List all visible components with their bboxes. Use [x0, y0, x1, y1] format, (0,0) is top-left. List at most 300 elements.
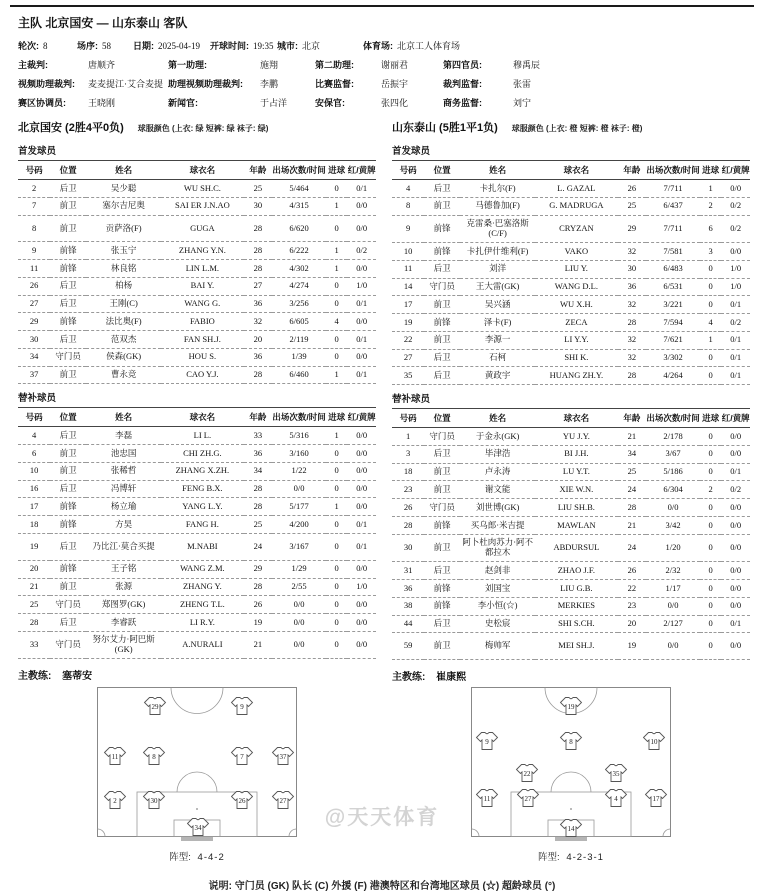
- formation-line-home: [169, 849, 224, 863]
- table-cell: LIN L.M.: [161, 260, 243, 278]
- table-cell: 0: [326, 295, 347, 313]
- table-cell: HUANG ZH.Y.: [535, 367, 617, 385]
- jersey-number: 30: [150, 797, 158, 806]
- table-cell: 44: [392, 615, 424, 633]
- table-cell: 25: [18, 596, 50, 614]
- table-cell: ZHANG X.ZH.: [161, 462, 243, 480]
- table-cell: 梅帅军: [460, 633, 535, 660]
- table-cell: 冯博轩: [86, 480, 161, 498]
- table-cell: 刘国宝: [460, 580, 535, 598]
- table-cell: 25: [244, 516, 273, 534]
- table-cell: CHI ZH.G.: [161, 445, 243, 463]
- official-value: 张雷: [513, 79, 532, 89]
- table-cell: 9: [392, 215, 424, 243]
- table-cell: 1: [326, 242, 347, 260]
- table-cell: CAO Y.J.: [161, 366, 243, 384]
- table-cell: 30: [618, 260, 647, 278]
- table-cell: 9: [18, 242, 50, 260]
- table-cell: 3/221: [646, 296, 700, 314]
- official-label: 第四官员:: [443, 60, 482, 70]
- table-cell: 杨立瑜: [86, 498, 161, 516]
- officials-grid: [0, 52, 764, 109]
- table-cell: M.NABI: [161, 534, 243, 561]
- table-cell: 0/2: [721, 481, 750, 499]
- table-cell: BI J.H.: [535, 445, 617, 463]
- subs-table-home: [18, 407, 376, 659]
- table-cell: 11: [392, 260, 424, 278]
- table-cell: 1: [326, 366, 347, 384]
- jersey-number: 8: [569, 738, 573, 747]
- table-cell: 0: [700, 517, 721, 535]
- formation-line-away: [538, 849, 604, 863]
- table-cell: 6/531: [646, 278, 700, 296]
- home-team-kit: 球服颜色 (上衣: 绿 短裤: 绿 袜子: 绿): [137, 124, 269, 133]
- official-label: 比赛监督:: [315, 79, 354, 89]
- table-cell: 7/711: [646, 180, 700, 198]
- official-value: 于占洋: [260, 98, 288, 108]
- team-header-away: [392, 119, 750, 135]
- table-row: [392, 296, 750, 314]
- table-row: [392, 260, 750, 278]
- table-cell: HOU S.: [161, 348, 243, 366]
- table-row: [392, 428, 750, 446]
- table-cell: 前卫: [50, 445, 86, 463]
- table-cell: ZHENG T.L.: [161, 596, 243, 614]
- table-cell: 前锋: [424, 314, 460, 332]
- table-row: [392, 562, 750, 580]
- table-cell: 6/483: [646, 260, 700, 278]
- table-cell: 31: [392, 562, 424, 580]
- team-header-home: [18, 119, 376, 135]
- table-cell: FANG H.: [161, 516, 243, 534]
- table-row: [392, 197, 750, 215]
- column-header: 进球: [700, 409, 721, 428]
- table-row: [18, 498, 376, 516]
- table-cell: 0/0: [721, 517, 750, 535]
- table-cell: 35: [392, 367, 424, 385]
- table-cell: 0: [326, 614, 347, 632]
- column-header: 号码: [392, 161, 424, 180]
- table-cell: 36: [244, 445, 273, 463]
- table-cell: 0/1: [347, 180, 376, 198]
- table-cell: 24: [244, 534, 273, 561]
- jersey-number: 27: [524, 795, 532, 804]
- home-team-name: 北京国安 (2胜4平0负): [18, 122, 124, 134]
- column-header: 姓名: [86, 161, 161, 180]
- table-cell: 泽卡(F): [460, 314, 535, 332]
- column-header: 位置: [424, 409, 460, 428]
- table-cell: 1: [700, 180, 721, 198]
- table-cell: 前卫: [424, 633, 460, 660]
- table-cell: ZHANG Y.: [161, 578, 243, 596]
- table-cell: 26: [618, 562, 647, 580]
- starters-table-away: [392, 160, 750, 385]
- table-cell: G. MADRUGA: [535, 197, 617, 215]
- table-cell: 36: [618, 278, 647, 296]
- subs-label-away: 替补球员: [392, 394, 431, 406]
- table-cell: 0/0: [347, 260, 376, 278]
- table-cell: 3: [392, 445, 424, 463]
- table-cell: 1/0: [347, 578, 376, 596]
- table-cell: 2: [700, 197, 721, 215]
- table-cell: 19: [392, 314, 424, 332]
- table-cell: 5/464: [272, 180, 326, 198]
- table-cell: 19: [618, 633, 647, 660]
- table-cell: 0: [326, 578, 347, 596]
- table-cell: ZECA: [535, 314, 617, 332]
- table-cell: 0: [700, 428, 721, 446]
- table-cell: 0/0: [272, 614, 326, 632]
- table-cell: 0: [700, 580, 721, 598]
- table-cell: 前卫: [424, 331, 460, 349]
- formation-pitch-away: [471, 687, 671, 843]
- table-cell: 0/1: [347, 331, 376, 349]
- table-cell: SAI ER J.N.AO: [161, 197, 243, 215]
- table-cell: 20: [18, 560, 50, 578]
- jersey-icon: [273, 792, 294, 809]
- table-cell: 李磊: [86, 427, 161, 445]
- jersey-number: 9: [240, 703, 244, 712]
- table-row: [18, 578, 376, 596]
- table-header-row: [18, 161, 376, 180]
- table-cell: 30: [244, 197, 273, 215]
- jersey-number: 9: [485, 738, 489, 747]
- table-cell: YU J.Y.: [535, 428, 617, 446]
- column-header: 红/黄牌: [347, 161, 376, 180]
- table-cell: 0/2: [721, 314, 750, 332]
- table-cell: 林良铭: [86, 260, 161, 278]
- table-cell: 0: [700, 499, 721, 517]
- table-cell: WANG G.: [161, 295, 243, 313]
- table-cell: 6/460: [272, 366, 326, 384]
- table-cell: 0/0: [347, 197, 376, 215]
- formation-label: 阵型:: [538, 852, 560, 864]
- table-cell: 努尔艾力·阿巴斯(GK): [86, 631, 161, 659]
- table-cell: 张稀哲: [86, 462, 161, 480]
- table-cell: 36: [392, 580, 424, 598]
- column-header: 姓名: [86, 408, 161, 427]
- table-cell: GUGA: [161, 215, 243, 242]
- table-cell: 33: [244, 427, 273, 445]
- table-cell: 0/0: [347, 427, 376, 445]
- table-row: [392, 481, 750, 499]
- table-cell: 0: [700, 463, 721, 481]
- table-cell: LI R.Y.: [161, 614, 243, 632]
- table-cell: 0/0: [347, 631, 376, 659]
- table-cell: 前卫: [50, 215, 86, 242]
- table-row: [18, 614, 376, 632]
- jersey-icon: [561, 698, 582, 715]
- table-row: [18, 313, 376, 331]
- table-cell: 0/0: [721, 243, 750, 261]
- table-cell: 0/0: [646, 633, 700, 660]
- jersey-icon: [105, 792, 126, 809]
- table-cell: 后卫: [424, 349, 460, 367]
- table-cell: 4: [326, 313, 347, 331]
- column-header: 出场次数/时间: [646, 161, 700, 180]
- table-cell: 16: [18, 480, 50, 498]
- table-cell: 0: [326, 516, 347, 534]
- table-cell: 30: [392, 534, 424, 562]
- table-cell: 17: [392, 296, 424, 314]
- table-cell: 后卫: [50, 480, 86, 498]
- table-cell: 后卫: [424, 562, 460, 580]
- table-cell: MAWLAN: [535, 517, 617, 535]
- table-cell: 4: [392, 180, 424, 198]
- match-info-item: 日期: 2025-04-19: [133, 41, 200, 51]
- formation-value-away: 4-2-3-1: [566, 852, 604, 864]
- table-cell: 马德鲁加(F): [460, 197, 535, 215]
- table-cell: 守门员: [424, 499, 460, 517]
- table-row: [18, 631, 376, 659]
- table-cell: 26: [392, 499, 424, 517]
- table-cell: 28: [244, 480, 273, 498]
- table-cell: 张玉宁: [86, 242, 161, 260]
- table-cell: 0/1: [347, 516, 376, 534]
- table-cell: 3/42: [646, 517, 700, 535]
- table-cell: 0/0: [646, 597, 700, 615]
- table-cell: WU X.H.: [535, 296, 617, 314]
- table-cell: 贡萨洛(F): [86, 215, 161, 242]
- table-cell: 1/20: [646, 534, 700, 562]
- table-row: [18, 348, 376, 366]
- table-cell: 前锋: [50, 516, 86, 534]
- column-header: 红/黄牌: [721, 161, 750, 180]
- table-cell: 0: [326, 560, 347, 578]
- jersey-number: 17: [652, 795, 660, 804]
- table-cell: 0: [326, 331, 347, 349]
- table-cell: 前锋: [424, 597, 460, 615]
- table-cell: 0/1: [347, 534, 376, 561]
- table-cell: 24: [618, 534, 647, 562]
- table-header-row: [392, 161, 750, 180]
- table-cell: 1: [326, 427, 347, 445]
- table-cell: 0/0: [721, 499, 750, 517]
- table-cell: LI L.: [161, 427, 243, 445]
- table-cell: 4/264: [646, 367, 700, 385]
- table-cell: VAKO: [535, 243, 617, 261]
- column-header: 红/黄牌: [721, 409, 750, 428]
- table-cell: 0: [326, 277, 347, 295]
- table-cell: 石柯: [460, 349, 535, 367]
- jersey-icon: [644, 733, 665, 750]
- table-cell: MEI SH.J.: [535, 633, 617, 660]
- table-cell: 前锋: [50, 242, 86, 260]
- table-cell: 32: [244, 313, 273, 331]
- official-value: 张四化: [381, 98, 409, 108]
- table-cell: 史松宸: [460, 615, 535, 633]
- table-cell: 0/1: [721, 463, 750, 481]
- table-cell: 0: [326, 480, 347, 498]
- table-row: [18, 260, 376, 278]
- table-cell: 7/621: [646, 331, 700, 349]
- table-cell: 0/1: [347, 366, 376, 384]
- table-cell: 守门员: [424, 428, 460, 446]
- table-cell: 塞尔吉尼奥: [86, 197, 161, 215]
- official-value: 施翔: [260, 60, 279, 70]
- table-cell: 前锋: [50, 560, 86, 578]
- official-value: 岳振宇: [381, 79, 409, 89]
- match-info-item: 开球时间: 19:35: [210, 41, 274, 51]
- table-cell: 毕津浩: [460, 445, 535, 463]
- column-away: [392, 137, 750, 683]
- table-cell: 0: [326, 534, 347, 561]
- table-cell: 3/160: [272, 445, 326, 463]
- table-cell: 28: [244, 366, 273, 384]
- match-title: 主队 北京国安 — 山东泰山 客队: [18, 16, 188, 30]
- column-header: 姓名: [460, 161, 535, 180]
- table-header-row: [392, 409, 750, 428]
- table-cell: 26: [18, 277, 50, 295]
- table-cell: 0/0: [721, 180, 750, 198]
- table-cell: ZHAO J.F.: [535, 562, 617, 580]
- starters-table-home: [18, 160, 376, 384]
- column-header: 红/黄牌: [347, 408, 376, 427]
- table-cell: 前卫: [50, 462, 86, 480]
- table-cell: 2/119: [272, 331, 326, 349]
- table-cell: 0: [700, 633, 721, 660]
- table-cell: 0/1: [721, 367, 750, 385]
- official-label: 商务监督:: [443, 98, 482, 108]
- table-cell: 0/0: [721, 633, 750, 660]
- jersey-number: 2: [113, 797, 117, 806]
- table-cell: 25: [618, 463, 647, 481]
- table-cell: 0/2: [347, 242, 376, 260]
- jersey-icon: [518, 790, 539, 807]
- table-cell: 王刚(C): [86, 295, 161, 313]
- column-header: 位置: [50, 161, 86, 180]
- away-team-kit: 球服颜色 (上衣: 橙 短裤: 橙 袜子: 橙): [511, 124, 643, 133]
- table-cell: 0: [326, 215, 347, 242]
- jersey-icon: [144, 792, 165, 809]
- jersey-number: 26: [238, 797, 246, 806]
- table-cell: 36: [244, 348, 273, 366]
- table-cell: 0/1: [347, 295, 376, 313]
- table-cell: 前锋: [424, 243, 460, 261]
- match-info-item: 体育场: 北京工人体育场: [363, 41, 461, 51]
- table-cell: 0/0: [272, 631, 326, 659]
- match-info-item: 城市: 北京: [277, 41, 321, 51]
- table-cell: 李睿跃: [86, 614, 161, 632]
- table-cell: 20: [244, 331, 273, 349]
- official-value: 麦麦提江·艾合麦提: [88, 79, 163, 89]
- table-cell: 前卫: [424, 534, 460, 562]
- table-row: [18, 366, 376, 384]
- table-row: [18, 596, 376, 614]
- table-cell: 4/302: [272, 260, 326, 278]
- table-cell: 7/711: [646, 215, 700, 243]
- jersey-number: 10: [650, 738, 658, 747]
- official-value: 王晓刚: [88, 98, 116, 108]
- coach-name-away: 崔康熙: [436, 672, 467, 684]
- table-cell: FAN SH.J.: [161, 331, 243, 349]
- table-cell: 于金永(GK): [460, 428, 535, 446]
- column-header: 号码: [18, 161, 50, 180]
- table-row: [18, 516, 376, 534]
- official-label: 赛区协调员:: [18, 98, 66, 108]
- table-cell: 1/39: [272, 348, 326, 366]
- table-cell: 22: [392, 331, 424, 349]
- jersey-number: 22: [523, 770, 531, 779]
- table-cell: 59: [392, 633, 424, 660]
- table-cell: 1/0: [347, 277, 376, 295]
- table-cell: 6/222: [272, 242, 326, 260]
- table-cell: 4: [18, 427, 50, 445]
- table-cell: 0/0: [347, 498, 376, 516]
- table-cell: 王大雷(GK): [460, 278, 535, 296]
- table-cell: WU SH.C.: [161, 180, 243, 198]
- legend-note: 说明: 守门员 (GK) 队长 (C) 外援 (F) 港澳特区和台湾地区球员 (☆) 超龄球员 (°): [208, 881, 556, 892]
- jersey-number: 7: [240, 753, 244, 762]
- table-cell: 28: [244, 215, 273, 242]
- jersey-icon: [232, 698, 253, 715]
- table-cell: ZHANG Y.N.: [161, 242, 243, 260]
- table-cell: 22: [618, 580, 647, 598]
- table-cell: 2: [700, 481, 721, 499]
- table-cell: 前锋: [424, 580, 460, 598]
- table-cell: 0: [700, 349, 721, 367]
- lineup-columns: [0, 135, 764, 683]
- table-cell: 0/0: [721, 562, 750, 580]
- table-cell: 33: [18, 631, 50, 659]
- table-cell: 2/55: [272, 578, 326, 596]
- table-cell: 26: [618, 180, 647, 198]
- table-cell: 吴少聪: [86, 180, 161, 198]
- table-cell: 1/29: [272, 560, 326, 578]
- table-cell: 0/1: [721, 331, 750, 349]
- table-cell: 0/0: [721, 580, 750, 598]
- table-cell: 5/316: [272, 427, 326, 445]
- table-row: [18, 215, 376, 242]
- table-cell: 25: [244, 180, 273, 198]
- table-cell: 前卫: [50, 578, 86, 596]
- column-header: 年龄: [618, 161, 647, 180]
- table-cell: SHI S.CH.: [535, 615, 617, 633]
- table-cell: 后卫: [424, 260, 460, 278]
- table-cell: 侯森(GK): [86, 348, 161, 366]
- table-row: [392, 517, 750, 535]
- column-header: 进球: [700, 161, 721, 180]
- match-info-item: 轮次: 8: [18, 41, 48, 51]
- jersey-icon: [606, 765, 627, 782]
- table-row: [18, 180, 376, 198]
- table-cell: CRYZAN: [535, 215, 617, 243]
- table-cell: 王子铭: [86, 560, 161, 578]
- table-cell: 1/22: [272, 462, 326, 480]
- table-cell: 0: [700, 260, 721, 278]
- table-cell: 0/1: [721, 615, 750, 633]
- table-cell: 28: [244, 260, 273, 278]
- table-cell: 卢永涛: [460, 463, 535, 481]
- table-cell: 后卫: [50, 295, 86, 313]
- table-cell: 0: [326, 348, 347, 366]
- lineup-sheet: [0, 5, 764, 892]
- table-cell: 29: [18, 313, 50, 331]
- column-header: 进球: [326, 408, 347, 427]
- table-cell: 0/0: [721, 534, 750, 562]
- table-cell: 36: [244, 295, 273, 313]
- coach-line-home: [18, 667, 376, 682]
- table-cell: 34: [18, 348, 50, 366]
- jersey-number: 8: [152, 753, 156, 762]
- table-cell: 1: [326, 197, 347, 215]
- table-cell: 29: [618, 215, 647, 243]
- table-row: [392, 331, 750, 349]
- table-cell: 3: [700, 243, 721, 261]
- table-cell: 32: [618, 243, 647, 261]
- column-header: 球衣名: [161, 161, 243, 180]
- table-cell: 10: [392, 243, 424, 261]
